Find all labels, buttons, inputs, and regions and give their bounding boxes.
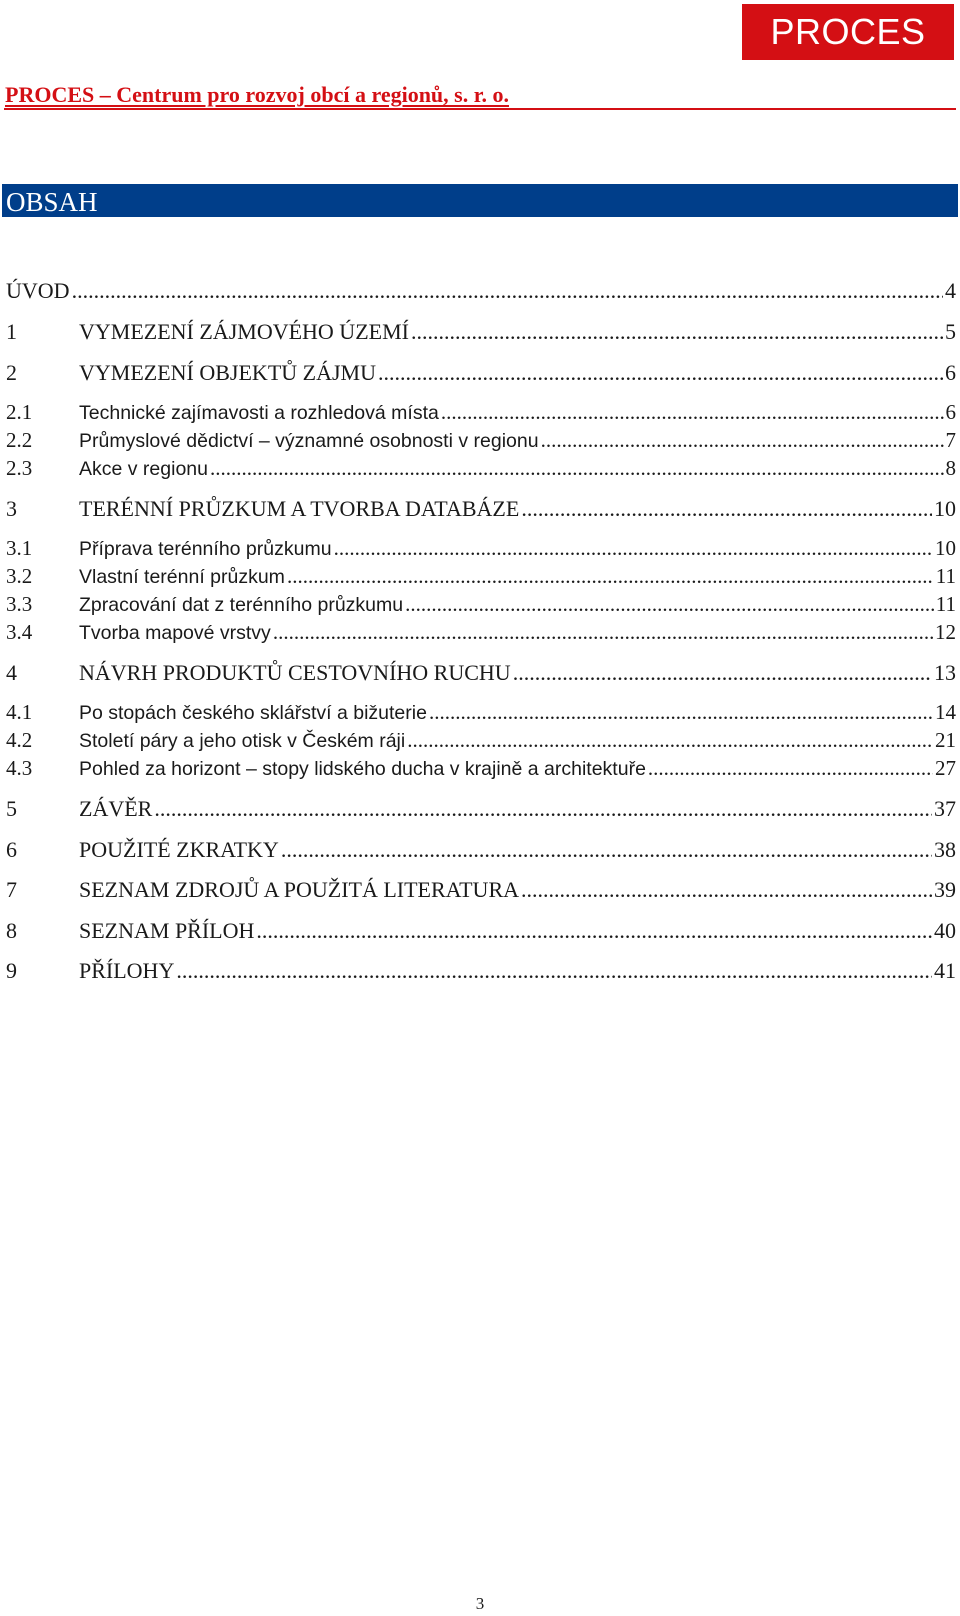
toc-dot-leader <box>405 592 934 617</box>
toc-entry-title: Příprava terénního průzkumu <box>79 538 332 560</box>
toc-dot-leader <box>411 319 943 345</box>
toc-subentry[interactable] <box>6 756 956 784</box>
toc-entry-title: Století páry a jeho otisk v Českém ráji <box>79 730 406 752</box>
toc-entry-page: 41 <box>934 958 956 983</box>
toc-entry[interactable] <box>6 319 956 347</box>
toc-entry[interactable] <box>6 918 956 946</box>
toc-entry-number: 3.3 <box>6 592 33 616</box>
toc-dot-leader <box>378 360 943 386</box>
toc-entry-title: SEZNAM PŘÍLOH <box>79 918 255 943</box>
toc-entry-number: 8 <box>6 918 17 943</box>
toc-dot-leader <box>521 496 932 522</box>
toc-subentry[interactable] <box>6 564 956 592</box>
toc-entry-number: 3.1 <box>6 536 33 560</box>
toc-entry[interactable] <box>6 837 956 865</box>
toc-entry-page: 27 <box>935 756 956 780</box>
toc-dot-leader <box>154 796 932 822</box>
toc-entry-page: 40 <box>934 918 956 943</box>
toc-dot-leader <box>176 958 932 984</box>
toc-entry-title: SEZNAM ZDROJŮ A POUŽITÁ LITERATURA <box>79 877 519 902</box>
toc-entry-page: 37 <box>934 796 956 821</box>
toc-entry-page: 11 <box>935 564 956 588</box>
toc-entry-number: 4.2 <box>6 728 33 752</box>
toc-subentry[interactable] <box>6 536 956 564</box>
toc-entry-page: 10 <box>935 536 956 560</box>
toc-entry-number: 3.2 <box>6 564 33 588</box>
toc-subentry[interactable] <box>6 400 956 428</box>
toc-entry-page: 6 <box>945 400 956 424</box>
toc-entry-title: PŘÍLOHY <box>79 958 175 983</box>
toc-entry-page: 14 <box>935 700 956 724</box>
toc-subentry[interactable] <box>6 620 956 648</box>
toc-entry-page: 13 <box>934 660 956 685</box>
toc-entry-number: 3.4 <box>6 620 33 644</box>
toc-entry-number: 2 <box>6 360 17 385</box>
toc-subentry[interactable] <box>6 728 956 756</box>
toc-entry-title: ÚVOD <box>6 278 70 303</box>
organization-title: PROCES – Centrum pro rozvoj obcí a regionů, s. r. o. <box>5 82 509 107</box>
toc-entry[interactable] <box>6 958 956 986</box>
toc-entry-page: 39 <box>934 877 956 902</box>
toc-entry-title: Technické zajímavosti a rozhledová místa <box>79 402 439 424</box>
toc-entry[interactable] <box>6 796 956 824</box>
page-number: 3 <box>475 1594 485 1613</box>
toc-subentry[interactable] <box>6 428 956 456</box>
toc-entry-number: 6 <box>6 837 17 862</box>
toc-entry-title: Vlastní terénní průzkum <box>79 566 285 588</box>
toc-dot-leader <box>287 564 934 589</box>
toc-entry-page: 6 <box>945 360 956 385</box>
toc-entry-number: 5 <box>6 796 17 821</box>
toc-entry-page: 4 <box>945 278 956 303</box>
toc-entry-page: 10 <box>934 496 956 521</box>
toc-entry-number: 1 <box>6 319 17 344</box>
toc-entry-number: 4.1 <box>6 700 33 724</box>
toc-dot-leader <box>334 536 933 561</box>
organization-header <box>4 80 956 110</box>
proces-logo <box>742 4 954 60</box>
toc-entry-title: TERÉNNÍ PRŮZKUM A TVORBA DATABÁZE <box>79 496 520 521</box>
toc-subentry[interactable] <box>6 592 956 620</box>
toc-heading: OBSAH <box>6 187 98 217</box>
toc-subentry[interactable] <box>6 700 956 728</box>
toc-entry-title: VYMEZENÍ OBJEKTŮ ZÁJMU <box>79 360 376 385</box>
toc-entry-title: Zpracování dat z terénního průzkumu <box>79 594 404 616</box>
toc-entry-title: Po stopách českého sklářství a bižuterie <box>79 702 427 724</box>
toc-entry-number: 3 <box>6 496 17 521</box>
toc-dot-leader <box>513 660 932 686</box>
toc-entry-page: 5 <box>945 319 956 344</box>
toc-entry-number: 9 <box>6 958 17 983</box>
toc-dot-leader <box>281 837 932 863</box>
logo-text: PROCES <box>770 11 926 52</box>
toc-dot-leader <box>210 456 944 481</box>
toc-entry-number: 4 <box>6 660 17 685</box>
toc-entry[interactable] <box>6 660 956 688</box>
toc-dot-leader <box>648 756 933 781</box>
toc-entry-page: 11 <box>935 592 956 616</box>
toc-entry-page: 21 <box>935 728 956 752</box>
toc-dot-leader <box>521 877 932 903</box>
toc-entry-number: 4.3 <box>6 756 33 780</box>
toc-dot-leader <box>441 400 944 425</box>
toc-dot-leader <box>541 428 944 453</box>
toc-entry-page: 12 <box>935 620 956 644</box>
toc-dot-leader <box>273 620 933 645</box>
toc-dot-leader <box>256 918 932 944</box>
toc-subentry[interactable] <box>6 456 956 484</box>
toc-entry-title: Akce v regionu <box>79 458 208 480</box>
toc-entry-title: NÁVRH PRODUKTŮ CESTOVNÍHO RUCHU <box>79 660 511 685</box>
toc-entry-number: 2.1 <box>6 400 33 424</box>
toc-banner <box>2 184 958 217</box>
toc-dot-leader <box>72 278 943 304</box>
toc-dot-leader <box>429 700 933 725</box>
toc-entry-page: 38 <box>934 837 956 862</box>
toc-entry-number: 2.2 <box>6 428 33 452</box>
toc-entry[interactable] <box>6 877 956 905</box>
toc-entry-title: Průmyslové dědictví – významné osobnosti v regionu <box>79 430 539 452</box>
toc-entry-title: VYMEZENÍ ZÁJMOVÉHO ÚZEMÍ <box>79 319 409 344</box>
toc-entry-title: Tvorba mapové vrstvy <box>79 622 271 644</box>
toc-entry-number: 2.3 <box>6 456 33 480</box>
toc-entry[interactable] <box>6 360 956 388</box>
toc-entry-number: 7 <box>6 877 17 902</box>
toc-entry[interactable] <box>6 278 956 306</box>
toc-dot-leader <box>407 728 933 753</box>
toc-entry-title: POUŽITÉ ZKRATKY <box>79 837 279 862</box>
toc-entry[interactable] <box>6 496 956 524</box>
toc-entry-page: 7 <box>945 428 956 452</box>
toc-entry-title: ZÁVĚR <box>79 796 153 821</box>
toc-entry-title: Pohled za horizont – stopy lidského ducha v krajině a architektuře <box>79 758 646 780</box>
toc-entry-page: 8 <box>945 456 956 480</box>
